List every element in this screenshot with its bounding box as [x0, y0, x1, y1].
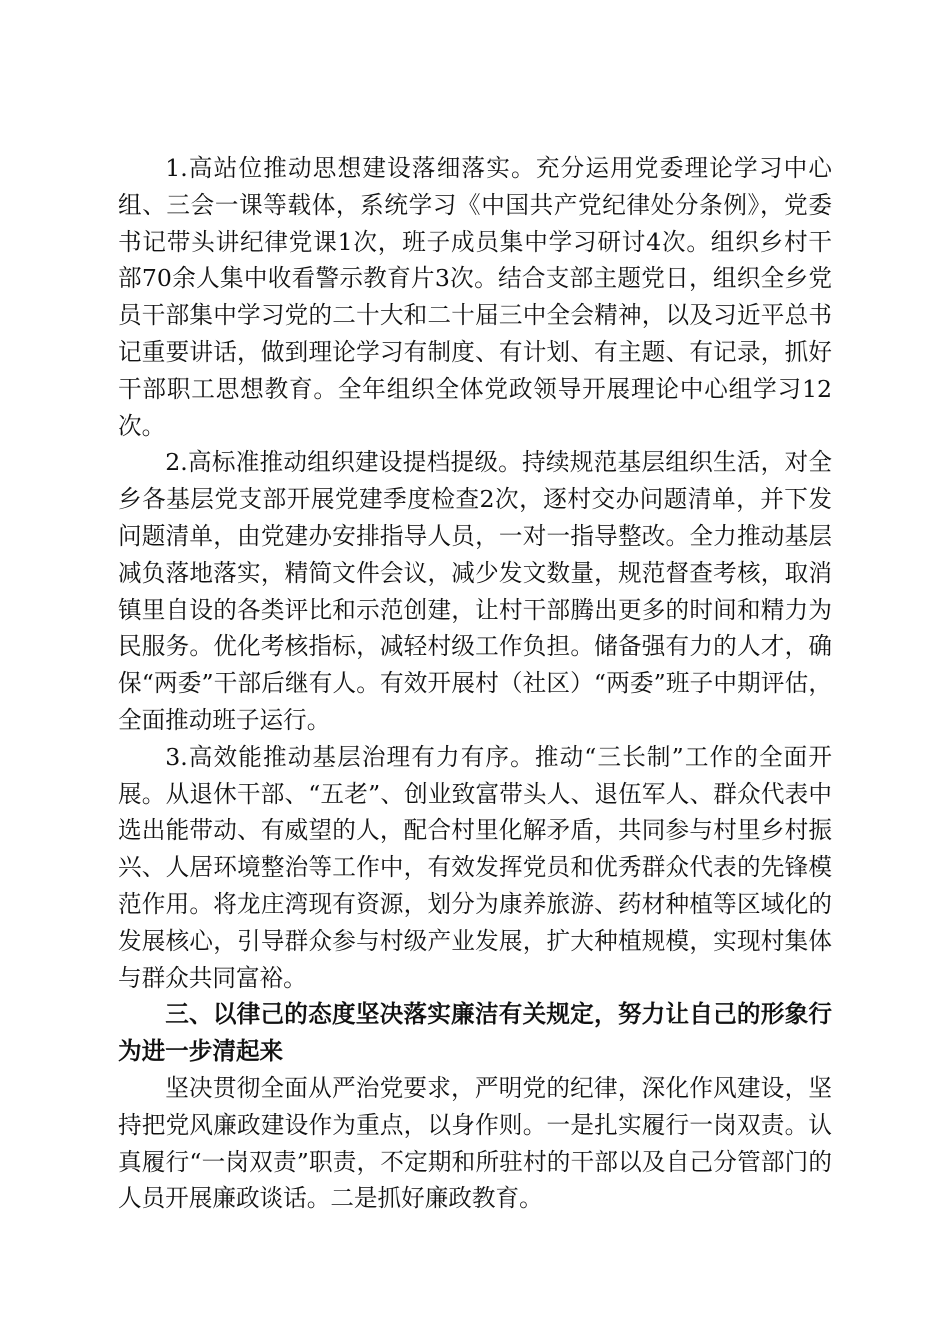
section-heading-integrity: 三、以律己的态度坚决落实廉洁有关规定，努力让自己的形象行为进一步清起来	[118, 1000, 832, 1066]
paragraph-governance: 3.高效能推动基层治理有力有序。推动“三长制”工作的全面开展。从退休干部、“五老”、创业致富带头人、退伍军人、群众代表中选出能带动、有威望的人，配合村里化解矛盾，共同参与村里乡村振兴、人居环境整治等工作中，有效发挥党员和优秀群众代表的先锋模范作用。将龙庄湾现有资源，划分为康养旅游、药材种植等区域化的发展核心，引导群众参与村级产业发展，扩大种植规模，实现村集体与群众共同富裕。	[118, 742, 832, 992]
paragraph-integrity: 坚决贯彻全面从严治党要求，严明党的纪律，深化作风建设，坚持把党风廉政建设作为重点，以身作则。一是扎实履行一岗双责。认真履行“一岗双责”职责，不定期和所驻村的干部以及自己分管部门的人员开展廉政谈话。二是抓好廉政教育。	[118, 1073, 832, 1213]
document-page	[118, 150, 832, 1217]
paragraph-organization: 2.高标准推动组织建设提档提级。持续规范基层组织生活，对全乡各基层党支部开展党建季度检查2次，逐村交办问题清单，并下发问题清单，由党建办安排指导人员，一对一指导整改。全力推动基层减负落地落实，精简文件会议，减少发文数量，规范督查考核，取消镇里自设的各类评比和示范创建，让村干部腾出更多的时间和精力为民服务。优化考核指标，减轻村级工作负担。储备强有力的人才，确保“两委”干部后继有人。有效开展村（社区）“两委”班子中期评估，全面推动班子运行。	[118, 448, 832, 734]
paragraph-ideology: 1.高站位推动思想建设落细落实。充分运用党委理论学习中心组、三会一课等载体，系统学习《中国共产党纪律处分条例》，党委书记带头讲纪律党课1次，班子成员集中学习研讨4次。组织乡村干部70余人集中收看警示教育片3次。结合支部主题党日，组织全乡党员干部集中学习党的二十大和二十届三中全会精神，以及习近平总书记重要讲话，做到理论学习有制度、有计划、有主题、有记录，抓好干部职工思想教育。全年组织全体党政领导开展理论中心组学习12次。	[118, 154, 832, 440]
